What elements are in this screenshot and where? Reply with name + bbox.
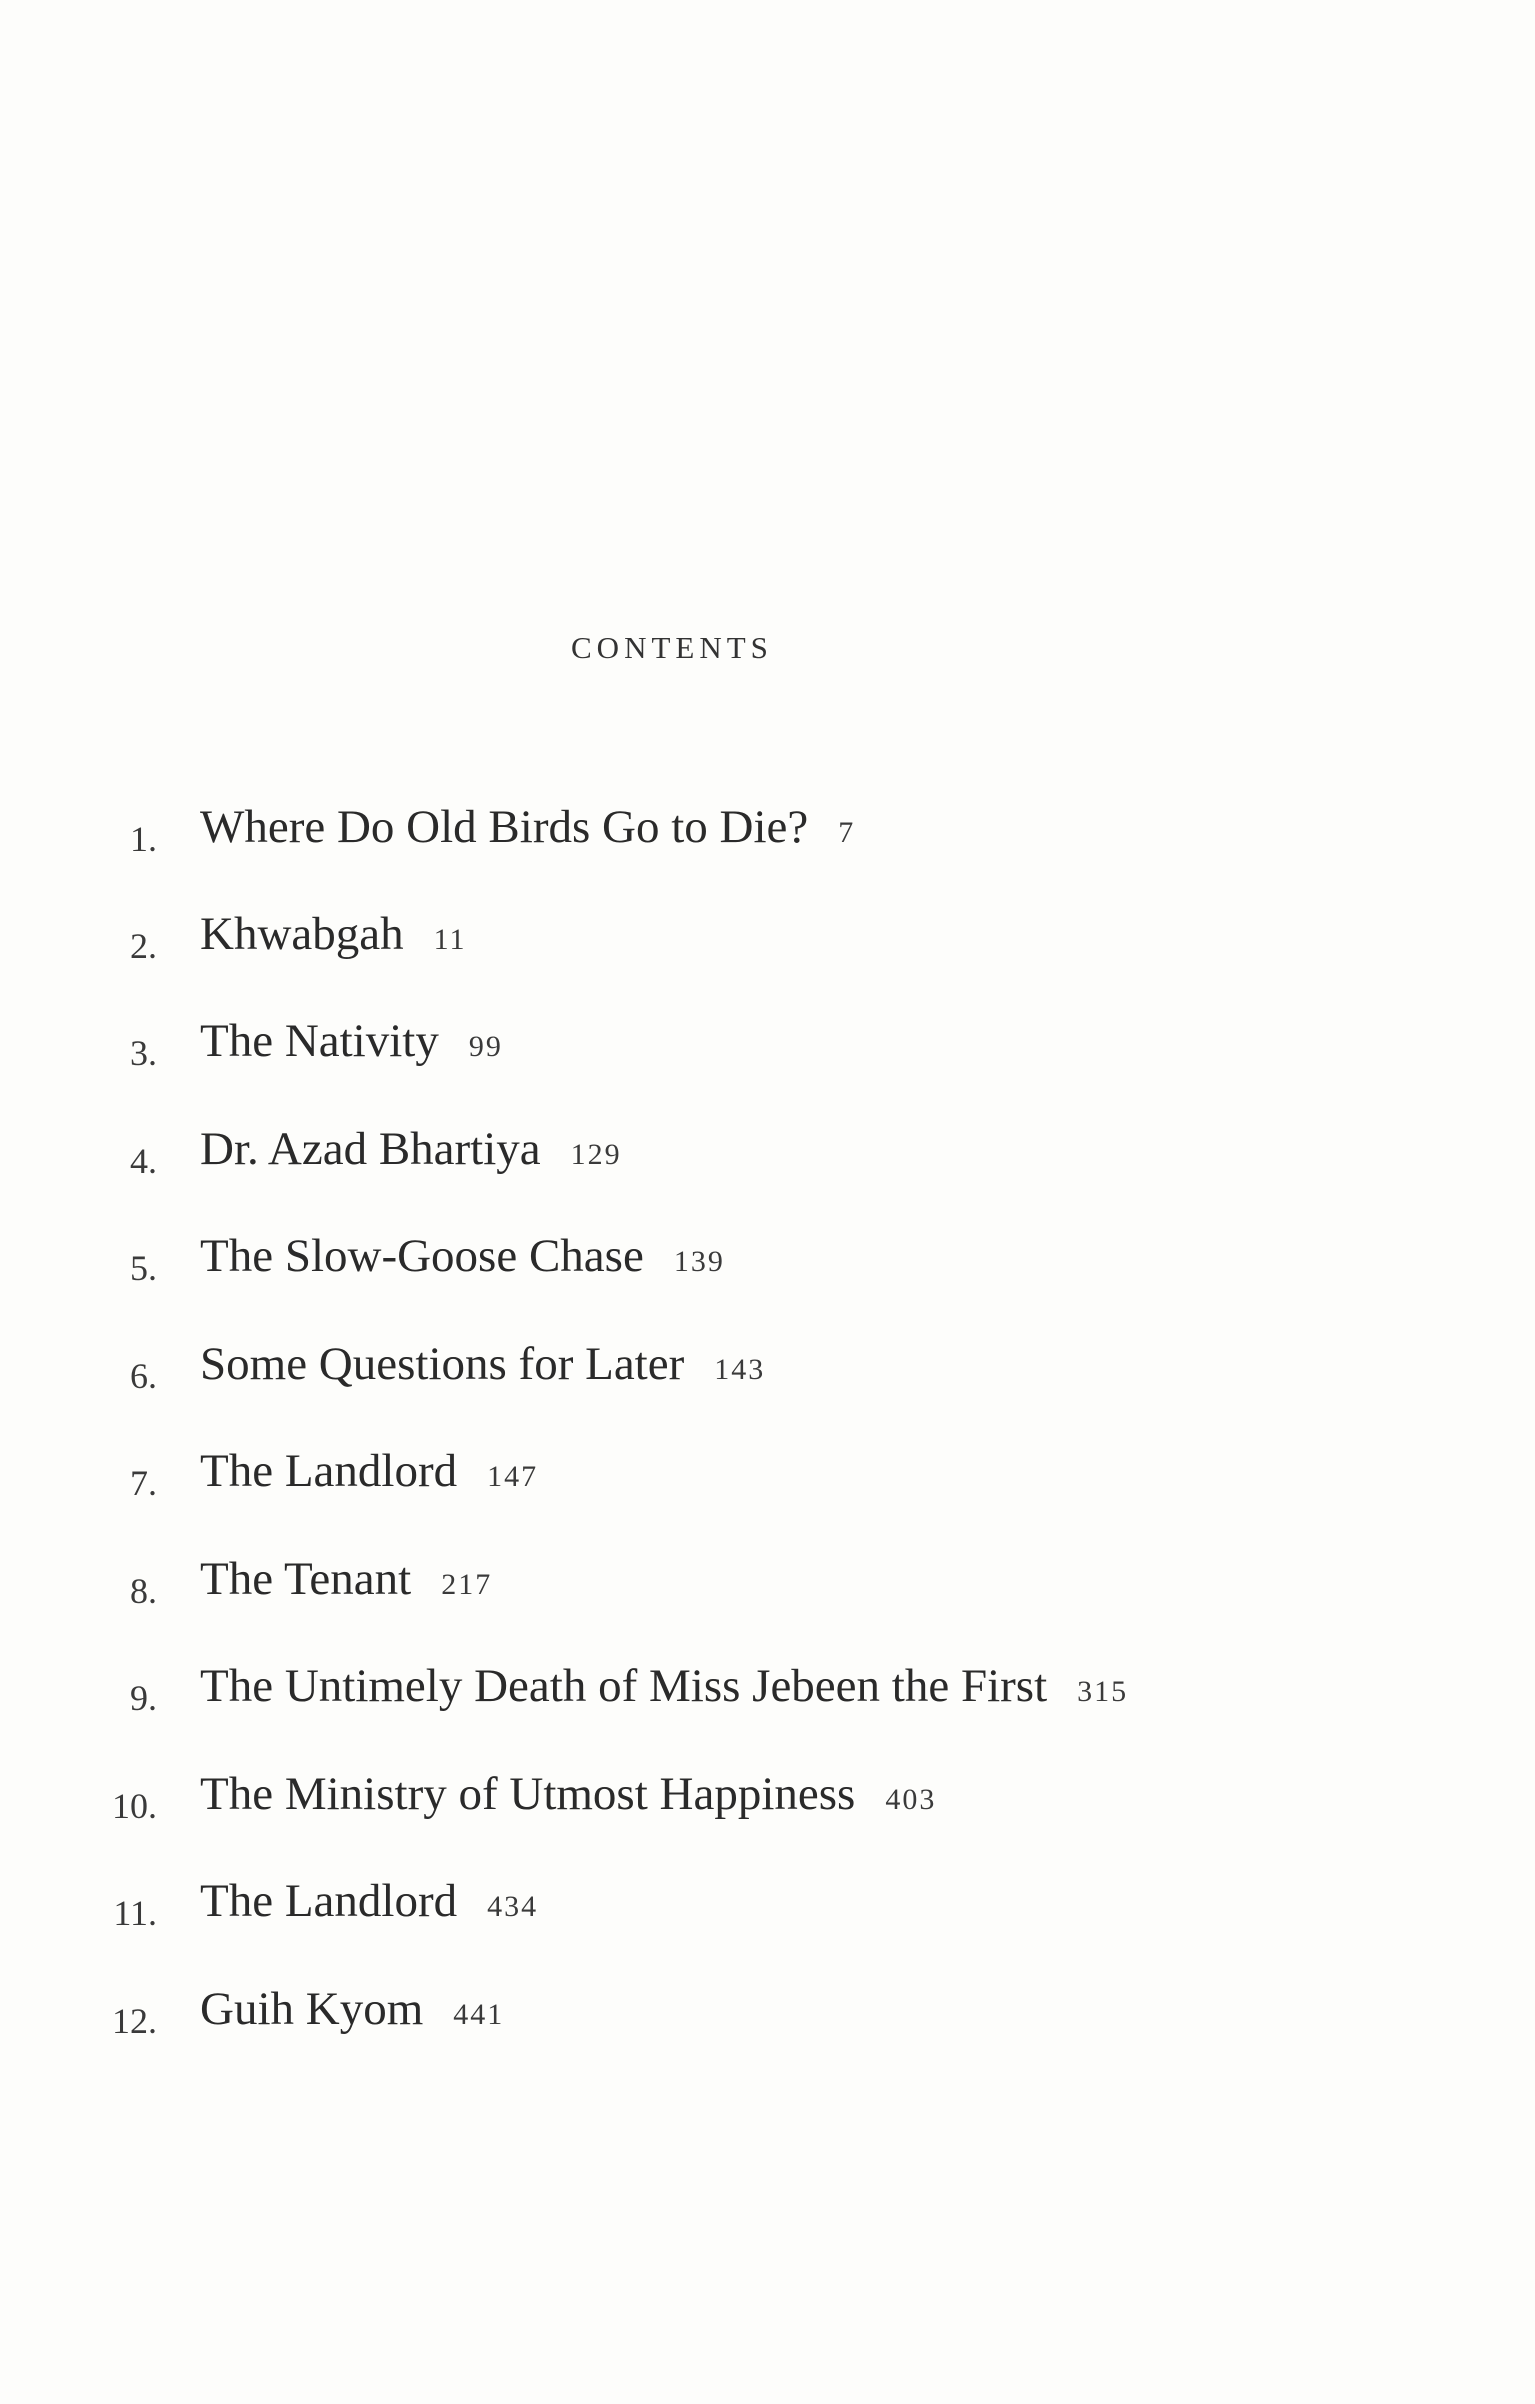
- toc-entry: [0, 1014, 1535, 1084]
- chapter-number: 10.: [112, 1786, 157, 1826]
- contents-heading: CONTENTS: [571, 630, 773, 665]
- chapter-number: 6.: [130, 1356, 157, 1396]
- toc-entry: [0, 1659, 1535, 1729]
- chapter-title: The Landlord: [200, 1445, 458, 1497]
- toc-entry: [0, 907, 1535, 977]
- chapter-number: 9.: [130, 1678, 157, 1718]
- toc-entry: [0, 800, 1535, 870]
- chapter-page-number: 147: [487, 1460, 539, 1493]
- toc-entry: [0, 1337, 1535, 1407]
- toc-entry: [0, 1874, 1535, 1944]
- toc-entry: [0, 1444, 1535, 1514]
- chapter-page-number: 143: [714, 1353, 766, 1386]
- chapter-page-number: 315: [1077, 1675, 1129, 1708]
- chapter-title: The Tenant: [200, 1553, 412, 1605]
- toc-entry: [0, 1552, 1535, 1622]
- chapter-number: 11.: [113, 1893, 157, 1933]
- chapter-page-number: 11: [433, 923, 467, 956]
- chapter-page-number: 129: [570, 1138, 622, 1171]
- chapter-title: The Nativity: [200, 1015, 439, 1067]
- chapter-number: 1.: [130, 819, 157, 859]
- chapter-number: 4.: [130, 1141, 157, 1181]
- chapter-number: 7.: [130, 1463, 157, 1503]
- chapter-title: The Landlord: [200, 1875, 458, 1927]
- chapter-title: Guih Kyom: [200, 1983, 424, 2035]
- chapter-page-number: 217: [441, 1568, 493, 1601]
- chapter-number: 3.: [130, 1033, 157, 1073]
- chapter-number: 2.: [130, 926, 157, 966]
- chapter-page-number: 403: [885, 1783, 937, 1816]
- chapter-title: Dr. Azad Bhartiya: [200, 1123, 541, 1175]
- chapter-number: 5.: [130, 1248, 157, 1288]
- toc-entry: [0, 1982, 1535, 2052]
- chapter-page-number: 139: [673, 1245, 725, 1278]
- chapter-title: Khwabgah: [200, 908, 404, 960]
- chapter-page-number: 441: [453, 1998, 505, 2031]
- toc-entry: [0, 1767, 1535, 1837]
- chapter-title: Some Questions for Later: [200, 1338, 685, 1390]
- chapter-number: 8.: [130, 1571, 157, 1611]
- chapter-title: The Untimely Death of Miss Jebeen the First: [200, 1660, 1048, 1712]
- chapter-page-number: 434: [487, 1890, 539, 1923]
- chapter-page-number: 99: [468, 1030, 503, 1063]
- chapter-title: The Ministry of Utmost Happiness: [200, 1768, 856, 1820]
- chapter-page-number: 7: [838, 816, 856, 849]
- chapter-title: Where Do Old Birds Go to Die?: [200, 801, 809, 853]
- toc-entry: [0, 1229, 1535, 1299]
- toc-entry: [0, 1122, 1535, 1192]
- chapter-title: The Slow-Goose Chase: [200, 1230, 644, 1282]
- chapter-number: 12.: [112, 2001, 157, 2041]
